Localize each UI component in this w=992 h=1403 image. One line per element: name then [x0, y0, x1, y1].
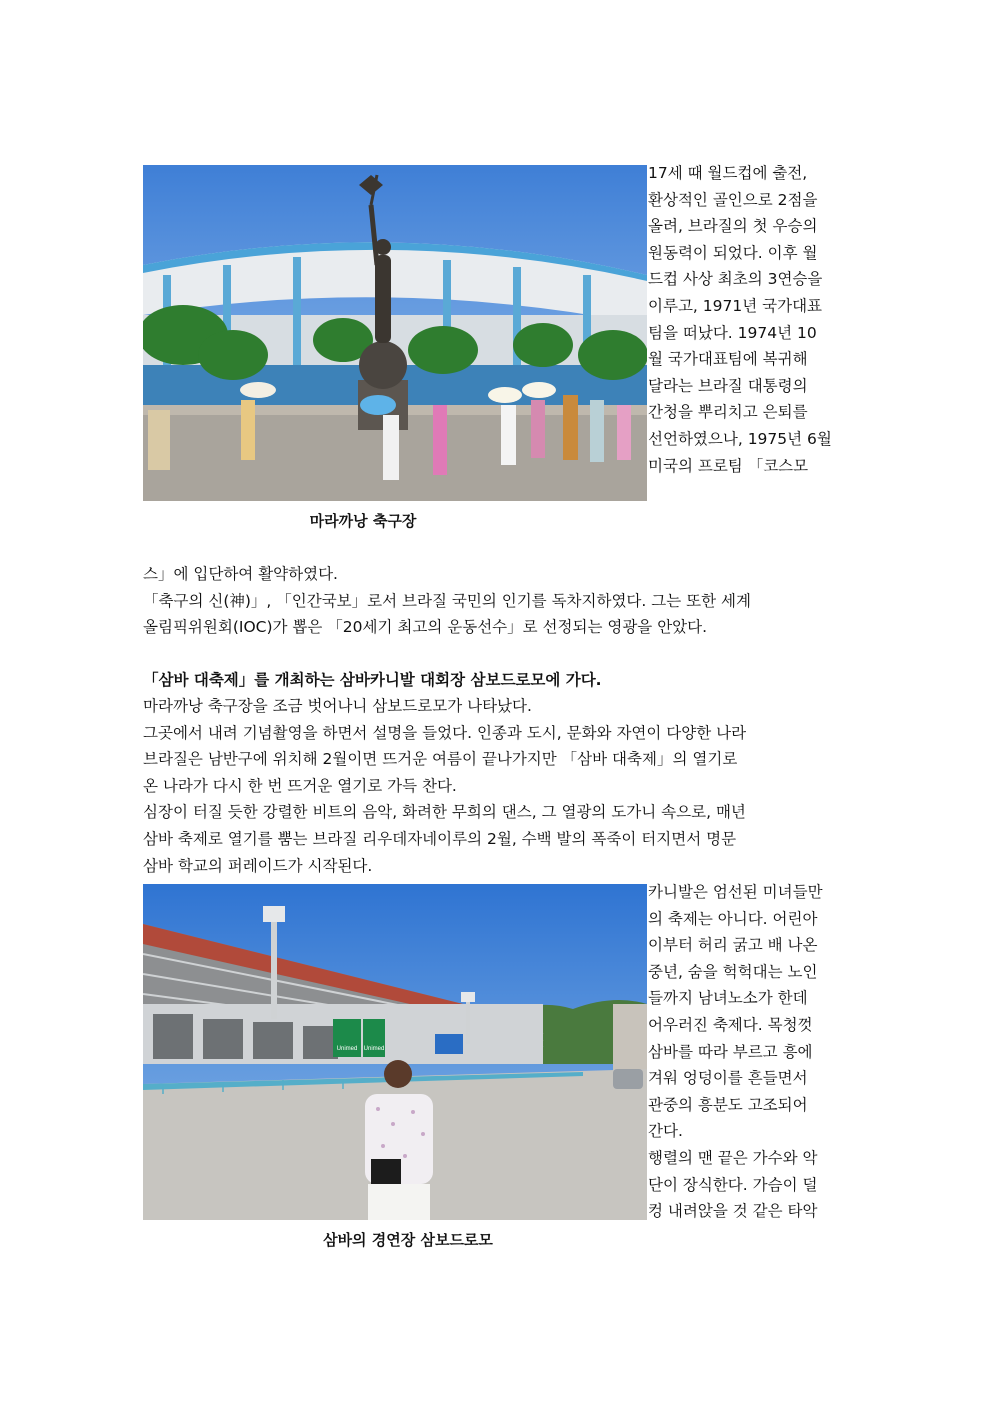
- side-text-line: 들까지 남녀노소가 한데: [648, 989, 808, 1008]
- side-text-line: 관중의 흥분도 고조되어: [648, 1095, 808, 1114]
- side-text-line: 드컵 사상 최초의 3연승을: [648, 270, 823, 289]
- body-paragraph-1: [143, 561, 851, 641]
- body-line: 올림픽위원회(IOC)가 뽑은 「20세기 최고의 운동선수」로 선정되는 영광을 안았다.: [143, 618, 708, 637]
- side-text-line: 컹 내려앉을 것 같은 타악: [648, 1202, 818, 1221]
- side-text-line: 월 국가대표팀에 복귀해: [648, 350, 808, 369]
- body-line: 브라질은 남반구에 위치해 2월이면 뜨거운 여름이 끝나가지만 「삼바 대축제」의 열기로: [143, 750, 738, 769]
- body-line: 그곳에서 내려 기념촬영을 하면서 설명을 들었다. 인종과 도시, 문화와 자연이 다양한 나라: [143, 723, 747, 742]
- side-text-line: 이루고, 1971년 국가대표: [648, 296, 823, 315]
- side-text-line: 선언하였으나, 1975년 6월: [648, 429, 832, 448]
- unimed-sign-2: Unimed: [363, 1046, 385, 1052]
- body-line: 마라까낭 축구장을 조금 벗어나니 삼보드로모가 나타났다.: [143, 697, 532, 715]
- side-text-1: [648, 160, 851, 479]
- body-line: 「축구의 신(神)」, 「인간국보」로서 브라질 국민의 인기를 독차지하였다. 그는 또한 세계: [143, 591, 751, 610]
- side-text-line: 올려, 브라질의 첫 우승의: [648, 217, 818, 236]
- side-text-line: 겨워 엉덩이를 흔들면서: [648, 1069, 808, 1088]
- side-text-line: 달라는 브라질 대통령의: [648, 376, 808, 395]
- side-text-line: 행렬의 맨 끝은 가수와 악: [648, 1148, 818, 1167]
- section-heading: 「삼바 대축제」를 개최하는 삼바카니발 대회장 삼보드로모에 가다.: [143, 671, 602, 689]
- side-text-line: 중년, 숨을 헉헉대는 노인: [648, 962, 818, 981]
- body-line: 삼바 축제로 열기를 뿜는 브라질 리우데자네이루의 2월, 수백 발의 폭죽이 터지면서 명문: [143, 829, 737, 848]
- side-text-line: 팀을 떠났다. 1974년 10: [648, 323, 817, 342]
- side-text-line: 어우러진 축제다. 목청껏: [648, 1015, 813, 1034]
- side-text-line: 환상적인 골인으로 2점을: [648, 190, 818, 209]
- side-text-line: 이부터 허리 굵고 배 나온: [648, 936, 818, 955]
- side-text-line: 간다.: [648, 1122, 683, 1141]
- body-line: 삼바 학교의 퍼레이드가 시작된다.: [143, 856, 373, 875]
- photo-caption-2: 삼바의 경연장 삼보드로모: [323, 1231, 493, 1249]
- body-line: 스」에 입단하여 활약하였다.: [143, 565, 338, 583]
- maracana-stadium-photo: [143, 165, 647, 501]
- side-text-line: 의 축제는 아니다. 어린아: [648, 909, 818, 928]
- side-text-line: 단이 장식한다. 가슴이 덜: [648, 1175, 818, 1194]
- side-text-line: 17세 때 월드컵에 출전,: [648, 164, 808, 182]
- side-text-line: 원동력이 되었다. 이후 월: [648, 243, 818, 262]
- body-line: 심장이 터질 듯한 강렬한 비트의 음악, 화려한 무희의 댄스, 그 열광의 도가니 속으로, 매년: [143, 803, 746, 822]
- body-paragraph-2: [143, 693, 851, 879]
- unimed-sign-1: Unimed: [336, 1046, 358, 1052]
- side-text-2: [648, 879, 851, 1225]
- side-text-line: 카니발은 엄선된 미녀들만: [648, 883, 823, 901]
- body-line: 온 나라가 다시 한 번 뜨거운 열기로 가득 찬다.: [143, 776, 457, 795]
- sambadrome-photo: [143, 884, 647, 1220]
- side-text-line: 간청을 뿌리치고 은퇴를: [648, 403, 808, 422]
- photo-caption-1: 마라까낭 축구장: [309, 512, 417, 530]
- side-text-line: 삼바를 따라 부르고 흥에: [648, 1042, 813, 1061]
- side-text-line: 미국의 프로팀 「코스모: [648, 456, 809, 475]
